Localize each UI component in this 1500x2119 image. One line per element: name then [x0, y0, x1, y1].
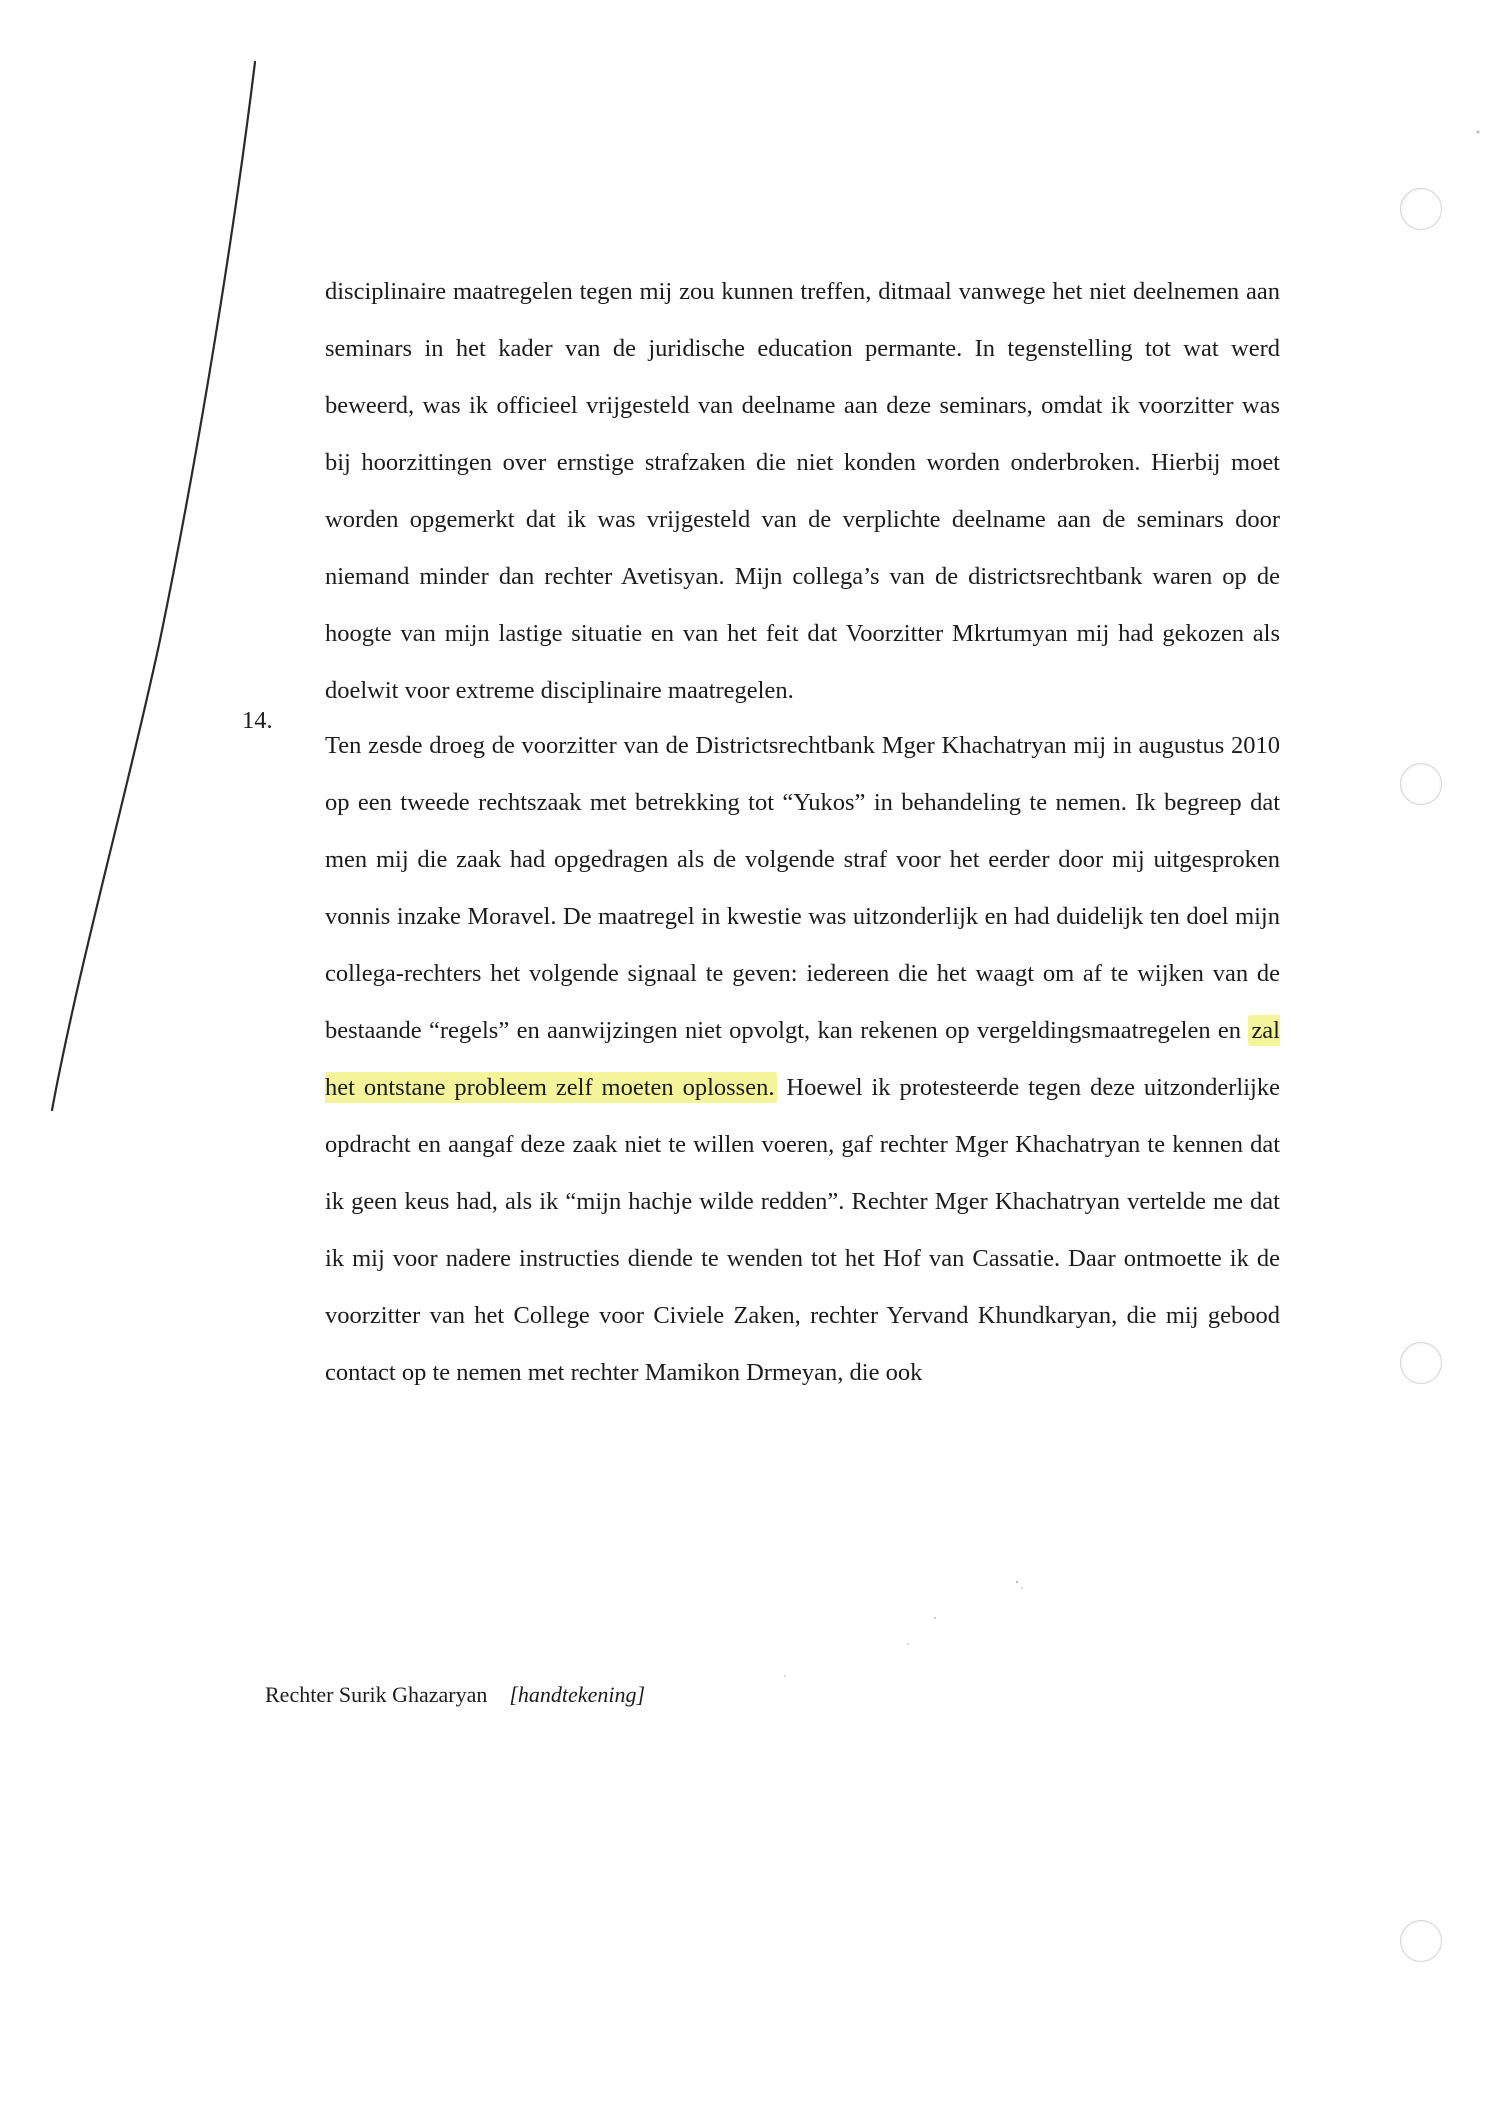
signature-note: [handtekening] [509, 1682, 646, 1707]
paragraph-body [325, 717, 1280, 1401]
paragraph-text-after-highlight: Hoewel ik protesteerde tegen deze uitzonderlijke opdracht en aangaf deze zaak niet te willen voeren, gaf rechter Mger Khachatryan te kennen dat ik geen keus had, als ik “mijn hachje wilde redden”. Rechter Mger Khachatryan vertelde me dat ik mij voor nadere instructies diende te wenden tot het Hof van Cassatie. Daar ontmoette ik de voorzitter van het College voor Civiele Zaken, rechter Yervand Khundkaryan, die mij gebood contact op te nemen met rechter Mamikon Drmeyan, die ook [325, 1073, 1280, 1386]
signature-line [265, 1680, 645, 1710]
paragraph-text-before-highlight: Ten zesde droeg de voorzitter van de Districtsrechtbank Mger Khachatryan mij in augustus 2010 op een tweede rechtszaak met betrekking tot “Yukos” in behandeling te nemen. Ik begreep dat men mij die zaak had opgedragen als de volgende straf voor het eerder door mij uitgesproken vonnis inzake Moravel. De maatregel in kwestie was uitzonderlijk en had duidelijk ten doel mijn collega-rechters het volgende signaal te geven: iedereen die het waagt om af te wijken van de bestaande “regels” en aanwijzingen niet opvolgt, kan rekenen op vergeldingsmaatregelen en [325, 731, 1280, 1044]
paragraph-number: 14. [242, 707, 273, 734]
punch-hole [1400, 763, 1442, 805]
punch-hole [1400, 188, 1442, 230]
signatory-name: Rechter Surik Ghazaryan [265, 1682, 488, 1707]
paragraph-continued: disciplinaire maatregelen tegen mij zou kunnen treffen, ditmaal vanwege het niet deelnemen aan seminars in het kader van de juridische education permante. In tegenstelling tot wat werd beweerd, was ik officieel vrijgesteld van deelname aan deze seminars, omdat ik voorzitter was bij hoorzittingen over ernstige strafzaken die niet konden worden onderbroken. Hierbij moet worden opgemerkt dat ik was vrijgesteld van de verplichte deelname aan de seminars door niemand minder dan rechter Avetisyan. Mijn collega’s van de districtsrechtbank waren op de hoogte van mijn lastige situatie en van het feit dat Voorzitter Mkrtumyan mij had gekozen als doelwit voor extreme disciplinaire maatregelen. [325, 277, 1280, 704]
punch-hole [1400, 1920, 1442, 1962]
highlighted-text: zal het ontstane probleem zelf moeten oplossen. [325, 1016, 1280, 1101]
punch-hole [1400, 1342, 1442, 1384]
